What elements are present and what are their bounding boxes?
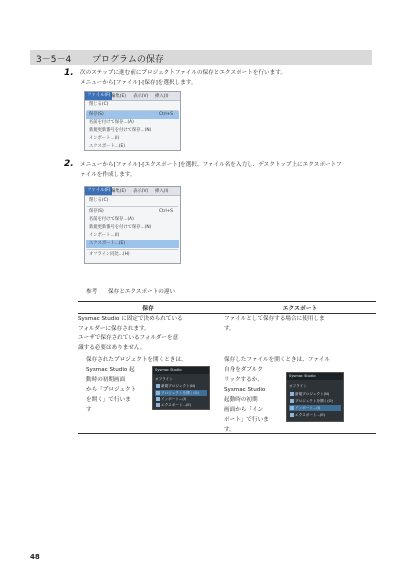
save-open-text-top: 保存されたプロジェクトを開くときは、	[86, 357, 187, 363]
menu-item-save-new-revision[interactable]: 新規更新番号を付けて保存...(N)	[89, 128, 152, 133]
new-project-icon	[290, 392, 294, 396]
menubar	[85, 92, 180, 101]
start-screen-screenshot-export: Sysmac Studio オフライン 新規プロジェクト(N) プロジェクトを開く(O) インポート...(I) エクスポート...(E)	[286, 372, 344, 422]
file-menu-screenshot-2	[84, 186, 181, 264]
table-bottom-rule	[78, 433, 376, 434]
section-number: 3－5－4	[36, 55, 72, 65]
step-2-text-line-1: メニューから[ファイル]-[エクスポート]を選択、ファイル名を入力し、デスクトップ上にエクスポートフ	[80, 162, 342, 168]
menu-edit[interactable]: 編集(E)	[111, 94, 126, 99]
page-number: 48	[30, 553, 40, 561]
cell-save-description: Sysmac Studio に固定で決められている フォルダーに保存されます。 ユーザで保存されているフォルダーを意 識する必要はありません。	[78, 316, 183, 351]
menu-item-save-as[interactable]: 名前を付けて保存...(A)	[89, 217, 134, 222]
menu-item-close[interactable]: 閉じる(C)	[89, 102, 109, 107]
section-header-bar	[30, 50, 372, 65]
menu-item-export[interactable]: エクスポート...(E)	[86, 240, 179, 248]
menu-item-offline-compare[interactable]: オフライン同比...(H)	[89, 252, 130, 257]
export-icon	[156, 403, 160, 407]
step-1-number: 1.	[64, 68, 74, 78]
save-open-text-side: Sysmac Studio 起 動時の初期画面 から「プロジェクト を開く」で行いま す	[86, 367, 137, 413]
import-icon	[290, 406, 294, 410]
step-2-number: 2.	[64, 159, 74, 169]
new-project-icon	[156, 384, 160, 388]
note-label: 参考	[86, 289, 98, 295]
menu-item-save[interactable]: 保存(S) Ctrl+S	[89, 209, 173, 214]
menu-item-import[interactable]: インポート...(I)	[89, 136, 120, 141]
cell-export-description: ファイルとして保存する場合に使用しま す。	[224, 316, 325, 332]
section-title: プログラムの保存	[92, 55, 164, 65]
menu-file[interactable]: ファイル(F)	[87, 188, 111, 193]
column-header-save: 保存	[78, 302, 218, 314]
menu-item-import[interactable]: インポート...(I)	[89, 233, 120, 238]
open-project-icon	[156, 391, 160, 395]
menu-insert[interactable]: 挿入(I)	[155, 94, 169, 99]
step-2-text-line-2: ァイルを作成します。	[80, 172, 136, 178]
import-icon	[156, 397, 160, 401]
file-menu-screenshot-1	[84, 91, 181, 151]
menu-item-close[interactable]: 閉じる(C)	[89, 198, 109, 203]
menu-item-save-new-revision[interactable]: 新規更新番号を付けて保存...(N)	[89, 225, 152, 230]
export-open-text-side: リックするか、 Sysmac Studio 起動時の初期 画面から「イン ポート」で行いま す。	[224, 377, 269, 433]
menu-view[interactable]: 表示(V)	[133, 94, 149, 99]
menu-item-export[interactable]: エクスポート...(E)	[89, 144, 125, 149]
menubar	[85, 187, 180, 196]
step-1-text-line-2: メニューから[ファイル]-[保存]を選択します。	[80, 80, 197, 86]
menu-item-save[interactable]: 保存(S) Ctrl+S	[86, 111, 179, 119]
menu-insert[interactable]: 挿入(I)	[155, 189, 169, 194]
menu-view[interactable]: 表示(V)	[133, 189, 149, 194]
open-project-icon	[290, 399, 294, 403]
export-icon	[290, 413, 294, 417]
comparison-table	[78, 301, 376, 353]
start-screen-screenshot-save: Sysmac Studio オフライン 新規プロジェクト(N) プロジェクトを開く(O) インポート...(I) エクスポート...(E)	[152, 366, 210, 410]
note-title: 保存とエクスポートの違い	[108, 289, 176, 295]
step-1-text-line-1: 次のステップに進む前にプロジェクトファイルの保存とエクスポートを行います。	[80, 70, 286, 76]
menu-file[interactable]: ファイル(F)	[87, 93, 111, 98]
column-header-export: エクスポート	[224, 302, 376, 314]
menu-item-save-as[interactable]: 名前を付けて保存...(A)	[89, 120, 134, 125]
export-open-text-top: 保存したファイルを開くときは、ファイル 自身をダブルク	[224, 357, 331, 373]
menu-edit[interactable]: 編集(E)	[111, 189, 126, 194]
